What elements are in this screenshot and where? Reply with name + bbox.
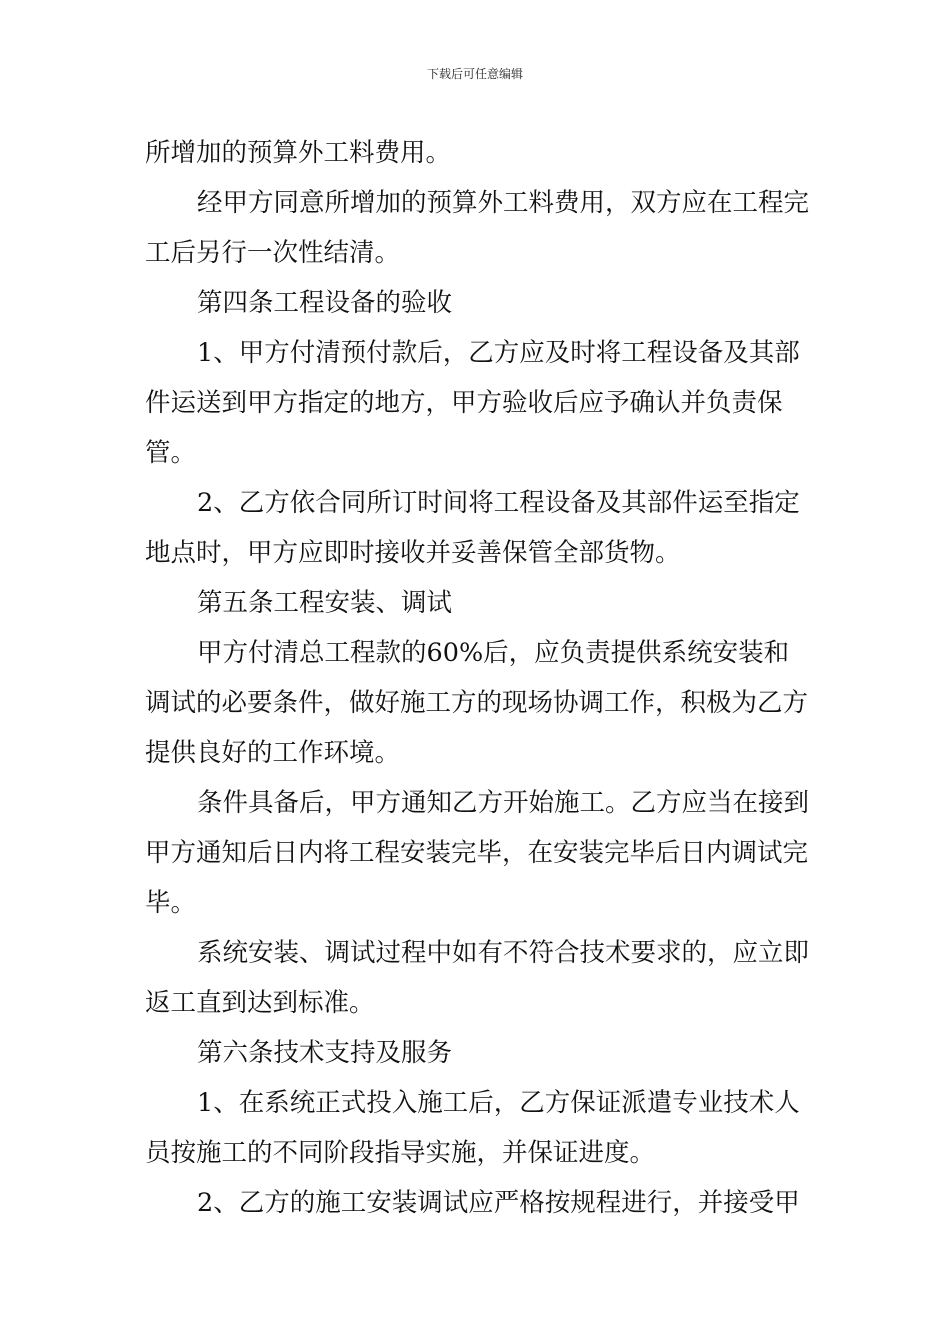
section-heading-article-4: 第四条工程设备的验收 bbox=[197, 288, 453, 318]
paragraph-4: 1、甲方付清预付款后，乙方应及时将工程设备及其部件运送到甲方指定的地方，甲方验收后应予确认并负责保管。 bbox=[145, 338, 800, 468]
paragraph-8: 条件具备后，甲方通知乙方开始施工。乙方应当在接到甲方通知后日内将工程安装完毕，在安装完毕后日内调试完毕。 bbox=[145, 788, 810, 918]
page-header: 下载后可任意编辑 bbox=[426, 67, 523, 81]
paragraph-2: 经甲方同意所增加的预算外工料费用，双方应在工程完工后另行一次性结清。 bbox=[145, 188, 810, 268]
section-heading-article-6: 第六条技术支持及服务 bbox=[197, 1038, 453, 1068]
section-heading-article-5: 第五条工程安装、调试 bbox=[197, 588, 453, 618]
document-body bbox=[145, 128, 810, 1228]
paragraph-1: 所增加的预算外工料费用。 bbox=[145, 138, 452, 168]
paragraph-11: 1、在系统正式投入施工后，乙方保证派遣专业技术人员按施工的不同阶段指导实施，并保证进度。 bbox=[145, 1088, 800, 1168]
paragraph-9: 系统安装、调试过程中如有不符合技术要求的，应立即返工直到达到标准。 bbox=[145, 938, 810, 1018]
paragraph-7: 甲方付清总工程款的60%后，应负责提供系统安装和调试的必要条件，做好施工方的现场协调工作，积极为乙方提供良好的工作环境。 bbox=[145, 638, 809, 768]
paragraph-12: 2、乙方的施工安装调试应严格按规程进行，并接受甲 bbox=[197, 1188, 800, 1218]
paragraph-5: 2、乙方依合同所订时间将工程设备及其部件运至指定地点时，甲方应即时接收并妥善保管全部货物。 bbox=[145, 488, 800, 568]
